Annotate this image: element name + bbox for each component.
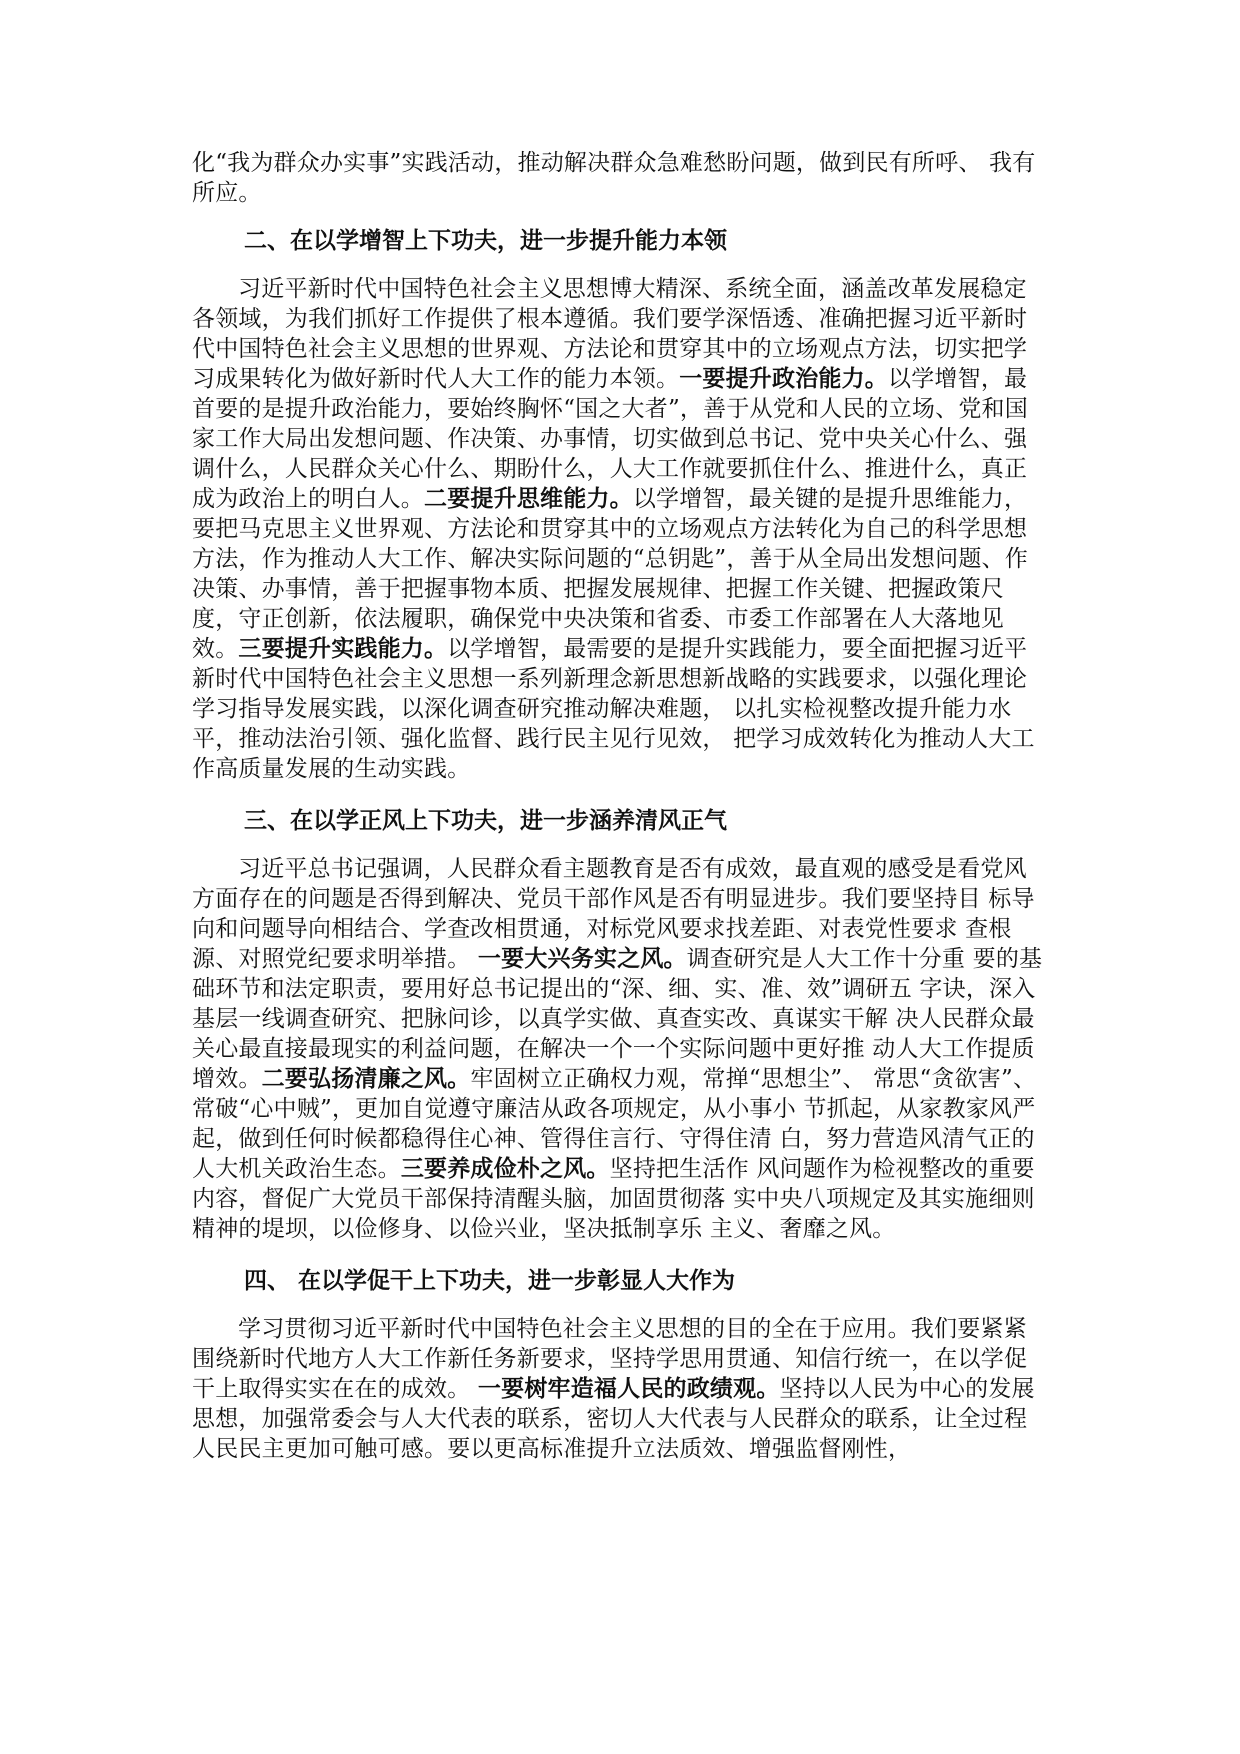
bold-point: 一要提升政治能力。 [679, 365, 889, 392]
paragraph-section-4 [192, 1314, 1044, 1464]
paragraph-text: 调查研究是人大工作十分重 要的基础环节和法定职责，要用好总书记提出的“深、细、实、准、效”调研五 字诀，深入基层一线调查研究、把脉问诊，以真学实做、真查实改、真谋实干解 决人民群众最关心最直接最现实的利益问题，在解决一个一个实际问题中更好推 动人大工作提质增效。 [192, 946, 1043, 1092]
paragraph-continuation: 化“我为群众办实事”实践活动，推动解决群众急难愁盼问题，做到民有所呼、 我有所应。 [192, 150, 1036, 206]
paragraph-text: 以学增智，最需要的是提升实践能力，要全面把握习近平新时代中国特色社会主义思想一系列新理念新思想新战略的实践要求，以强化理论学习指导发展实践，以深化调查研究推动解决难题， 以扎实检视整改提升能力水平，推动法治引领、强化监督、践行民主见行见效， 把学习成效转化为推动人大工作高质量发展的生动实践。 [192, 636, 1035, 782]
paragraph-text: 牢固树立正确权力观，常掸“思想尘”、 常思“贪欲害”、常破“心中贼”，更加自觉遵守廉洁从政各项规定，从小事小 节抓起，从家教家风严起，做到任何时候都稳得住心神、管得住言行、守得住清 白，努力营造风清气正的人大机关政治生态。 [192, 1066, 1037, 1182]
spacer [192, 256, 1044, 274]
bold-point: 三要养成俭朴之风。 [400, 1155, 610, 1182]
spacer [192, 1244, 1044, 1266]
bold-point: 二要弘扬清廉之风。 [261, 1065, 471, 1092]
section-heading-3: 三、在以学正风上下功夫，进一步涵养清风正气 [244, 807, 727, 834]
paragraph-text: 以学增智，最首要的是提升政治能力，要始终胸怀“国之大者”，善于从党和人民的立场、党和国家工作大局出发想问题、作决策、办事情，切实做到总书记、党中央关心什么、强调什么，人民群众关心什么、期盼什么，人大工作就要抓住什么、推进什么，真正成为政治上的明白人。 [192, 366, 1028, 512]
paragraph-text: 学习贯彻习近平新时代中国特色社会主义思想的目的全在于应用。我们要紧紧围绕新时代地方人大工作新任务新要求，坚持学思用贯通、知信行统一，在以学促干上取得实实在在的成效。 [192, 1316, 1028, 1402]
spacer [192, 208, 1044, 226]
section-heading-4: 四、 在以学促干上下功夫，进一步彰显人大作为 [244, 1267, 736, 1294]
paragraph-text: 坚持把生活作 风问题作为检视整改的重要内容，督促广大党员干部保持清醒头脑，加固贯彻落 实中央八项规定及其实施细则精神的堤坝，以俭修身、以俭兴业，坚决抵制享乐 主义、奢靡之风。 [192, 1156, 1035, 1242]
paragraph-text: 坚持以人民为中心的发展思想，加强常委会与人大代表的联系，密切人大代表与人民群众的联系，让全过程人民民主更加可触可感。要以更高标准提升立法质效、增强监督刚性， [192, 1376, 1035, 1462]
spacer [192, 1296, 1044, 1314]
paragraph-text: 习近平新时代中国特色社会主义思想博大精深、系统全面，涵盖改革发展稳定各领域，为我们抓好工作提供了根本遵循。我们要学深悟透、准确把握习近平新时代中国特色社会主义思想的世界观、方法论和贯穿其中的立场观点方法，切实把学习成果转化为做好新时代人大工作的能力本领。 [192, 276, 1028, 392]
paragraph-text: 以学增智，最关键的是提升思维能力，要把马克思主义世界观、方法论和贯穿其中的立场观点方法转化为自己的科学思想方法，作为推动人大工作、解决实际问题的“总钥匙”，善于从全局出发想问题、作决策、办事情，善于把握事物本质、把握发展规律、把握工作关键、把握政策尺度，守正创新，依法履职，确保党中央决策和省委、市委工作部署在人大落地见效。 [192, 486, 1028, 662]
paragraph-text: 习近平总书记强调，人民群众看主题教育是否有成效，最直观的感受是看党风方面存在的问题是否得到解决、党员干部作风是否有明显进步。我们要坚持目 标导向和问题导向相结合、学查改相贯通，对标党风要求找差距、对表党性要求 查根源、对照党纪要求明举措。 [192, 856, 1035, 972]
spacer [192, 784, 1044, 806]
spacer [192, 836, 1044, 854]
paragraph-section-2 [192, 274, 1044, 784]
section-heading-2: 二、在以学增智上下功夫，进一步提升能力本领 [244, 227, 727, 254]
bold-point: 一要大兴务实之风。 [477, 945, 687, 972]
bold-point: 二要提升思维能力。 [424, 485, 633, 512]
bold-point: 一要树牢造福人民的政绩观。 [477, 1375, 780, 1402]
document-page [192, 148, 1044, 1464]
bold-point: 三要提升实践能力。 [238, 635, 448, 662]
paragraph-section-3 [192, 854, 1044, 1244]
